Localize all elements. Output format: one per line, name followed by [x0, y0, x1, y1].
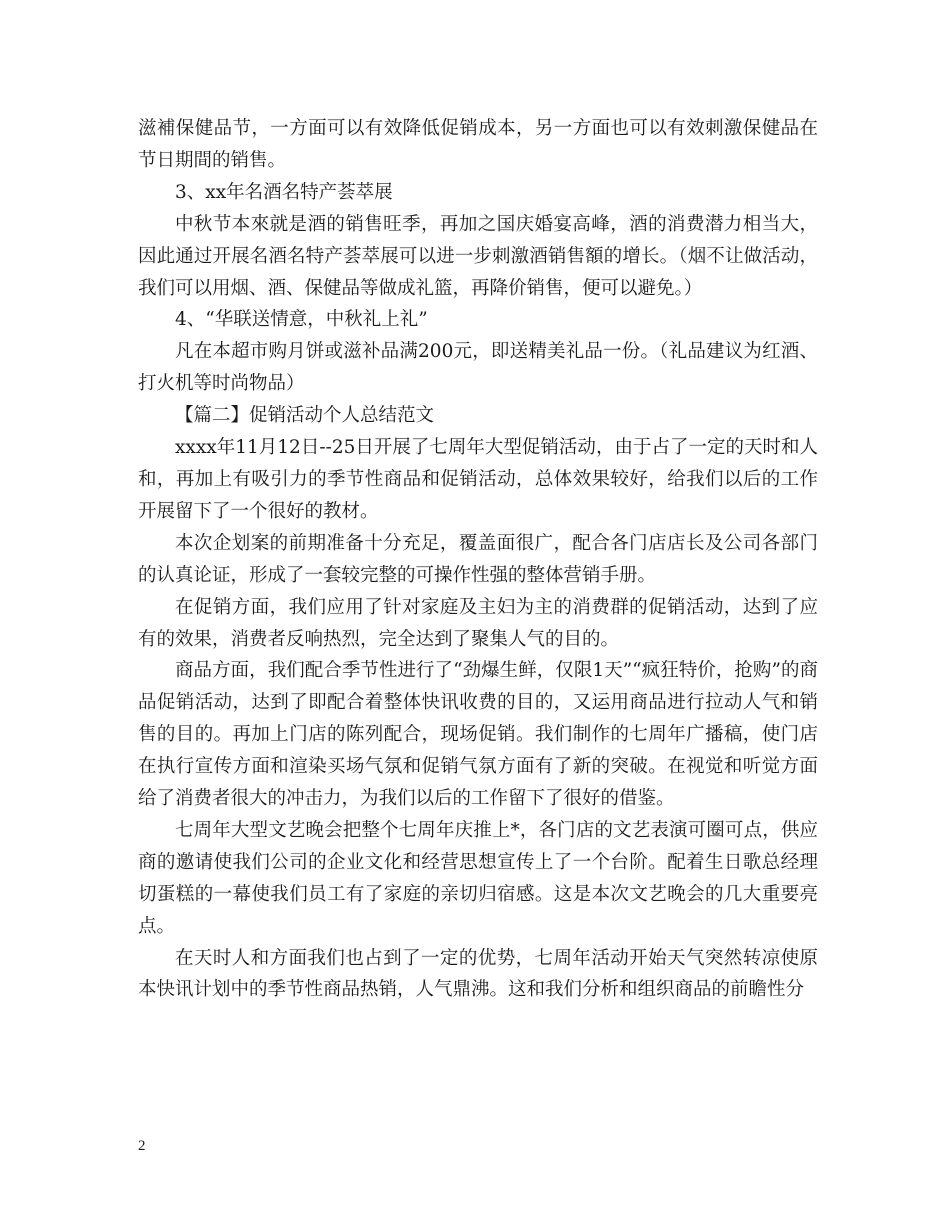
paragraph-12: 在天时人和方面我们也占到了一定的优势，七周年活动开始天气突然转凉使原本快讯计划中的季节性商品热销，人气鼎沸。这和我们分析和组织商品的前瞻性分 [138, 947, 818, 1001]
page-number: 2 [138, 1138, 146, 1154]
paragraph-11: 七周年大型文艺晚会把整个七周年庆推上*，各门店的文艺表演可圈可点，供应商的邀请使我们公司的企业文化和经营思想宣传上了一个台阶。配着生日歌总经理切蛋糕的一幕使我们员工有了家庭的亲切归宿感。这是本次文艺晚会的几大重要亮点。 [138, 819, 818, 937]
paragraph-1: 滋補保健品节，一方面可以有效降低促销成本，另一方面也可以有效刺激保健品在节日期間的销售。 [138, 118, 818, 171]
paragraph-7: xxxx年11月12日--25日开展了七周年大型促销活动，由于占了一定的天时和人和，再加上有吸引力的季节性商品和促销活动，总体效果较好，给我们以后的工作开展留下了一个很好的教材。 [138, 437, 818, 522]
paragraph-4: 4、“华联送情意，中秋礼上礼” [175, 309, 428, 331]
paragraph-5: 凡在本超市购月饼或滋补品满200元，即送精美礼品一份。（礼品建议为红酒、打火机等时尚物品） [138, 341, 818, 395]
document-body [138, 113, 818, 1006]
paragraph-8: 本次企划案的前期准备十分充足，覆盖面很广，配合各门店店长及公司各部门的认真论证，形成了一套较完整的可操作性强的整体营销手册。 [138, 532, 818, 586]
section-heading: 【篇二】促销活动个人总结范文 [175, 405, 435, 427]
paragraph-3: 中秋节本來就是酒的销售旺季，再加之国庆婚宴高峰，酒的消费潜力相当大，因此通过开展名酒名特产荟萃展可以进一步刺激酒销售額的增长。（烟不让做活动，我们可以用烟、酒、保健品等做成礼篮，再降价销售，便可以避免。） [138, 213, 818, 299]
paragraph-10: 商品方面，我们配合季节性进行了“劲爆生鲜，仅限1天”“疯狂特价，抢购”的商品促销活动，达到了即配合着整体快讯收费的目的，又运用商品进行拉动人气和销售的目的。再加上门店的陈列配合，现场促销。我们制作的七周年广播稿，使门店在执行宣传方面和渲染买场气氛和促销气氛方面有了新的突破。在视觉和听觉方面给了消费者很大的冲击力，为我们以后的工作留下了很好的借鉴。 [138, 660, 818, 810]
paragraph-2: 3、xx年名酒名特产荟萃展 [175, 181, 393, 203]
paragraph-9: 在促销方面，我们应用了针对家庭及主妇为主的消费群的促销活动，达到了应有的效果，消费者反响热烈，完全达到了聚集人气的目的。 [138, 596, 818, 650]
